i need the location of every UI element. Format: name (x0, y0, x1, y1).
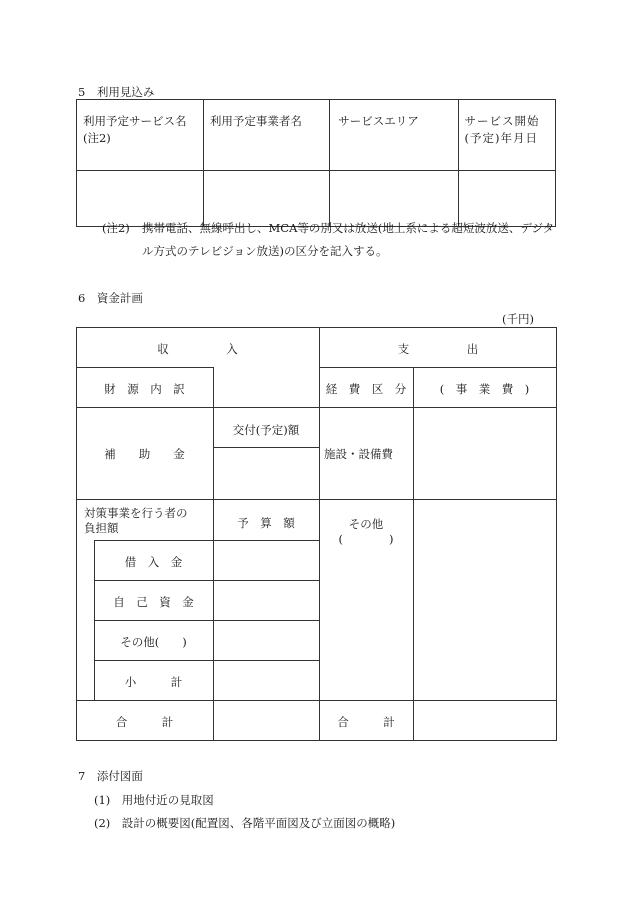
cell-start-date (458, 171, 555, 227)
attachment-item-1: (1) 用地付近の見取図 (94, 793, 214, 807)
note-line-1: 携帯電話、無線呼出し、MCA等の別又は放送(地上系による超短波放送、デジタ (142, 221, 555, 235)
subtotal-label: 小 計 (124, 675, 183, 689)
other-source-label: その他( ) (120, 635, 187, 649)
usage-outlook-table (76, 99, 556, 227)
burden-line-2: 負担額 (84, 521, 119, 535)
header-start-date (458, 100, 555, 171)
section-5-heading: 5 利用見込み (78, 85, 155, 99)
section-6-heading: 6 資金計画 (78, 291, 143, 305)
header-operator-name (203, 100, 329, 171)
cell-service-area (330, 171, 458, 227)
note-line-2: ル方式のテレビジョン放送)の区分を記入する。 (142, 244, 388, 258)
cell-service-name (77, 171, 204, 227)
project-cost-label: ( 事 業 費 ) (439, 382, 530, 396)
total-expense-label: 合 計 (337, 715, 395, 729)
header-operator-name-line1: 利用予定事業者名 (209, 114, 302, 128)
expense-category-label: 経 費 区 分 (325, 382, 407, 396)
funding-plan-table (76, 327, 557, 741)
source-breakdown-label: 財 源 内 訳 (104, 382, 185, 396)
burden-line-1: 対策事業を行う者の (84, 506, 188, 520)
total-income-label: 合 計 (115, 715, 174, 729)
header-start-date-line1: サービス開始 (464, 114, 540, 128)
attachment-item-2: (2) 設計の概要図(配置図、各階平面図及び立面図の概略) (94, 816, 396, 830)
note-label: (注2) (102, 221, 130, 235)
header-service-name (77, 100, 204, 171)
expense-header: 支 出 (397, 342, 479, 356)
header-service-name-line1: 利用予定サービス名 (83, 114, 187, 128)
section-7-heading: 7 添付図面 (78, 769, 143, 783)
header-start-date-line2: (予定)年月日 (464, 131, 539, 145)
cell-operator-name (203, 171, 329, 227)
other-expense-line-1: その他 (348, 517, 384, 531)
own-funds-label: 自 己 資 金 (113, 595, 194, 609)
header-service-area-line1: サービスエリア (338, 114, 419, 128)
grant-label: 補 助 金 (104, 447, 185, 461)
budget-label: 予 算 額 (237, 516, 295, 530)
header-service-name-line2: (注2) (83, 131, 111, 145)
unit-label: (千円) (502, 312, 534, 326)
header-service-area (330, 100, 458, 171)
facility-cost-label: 施設・設備費 (324, 447, 393, 461)
income-header: 収 入 (157, 342, 238, 356)
grant-amount-label: 交付(予定)額 (232, 423, 300, 437)
loan-label: 借 入 金 (124, 555, 183, 569)
other-expense-line-2: ( ) (338, 532, 394, 546)
